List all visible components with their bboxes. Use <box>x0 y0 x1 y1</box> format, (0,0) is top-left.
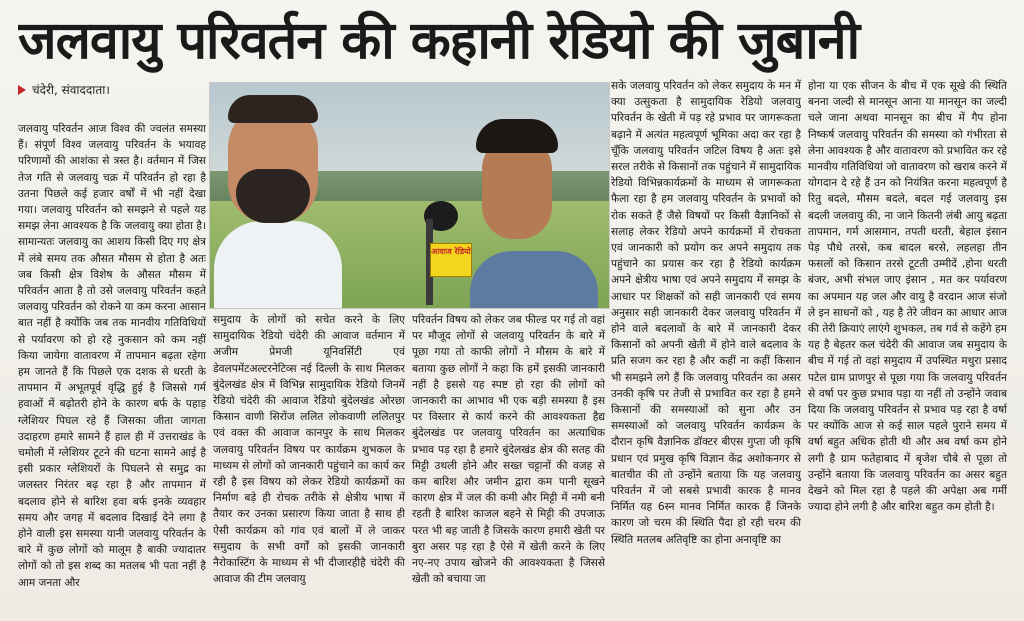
article-column-1 <box>18 121 206 611</box>
column-2-text: समुदाय के लोगों को सचेत करने के लिए सामुदायिक रेडियो चंदेरी की आवाज वर्तमान में अजीम प्रेमजी यूनिवर्सिटी एवं डेवलपमेंटअल्टरनेटिव्स नई दिल्ली के साथ मिलकर बुंदेलखंड क्षेत्र में विभिन्न सामुदायिक रेडियो जिनमें रेडियो चंदेरी की आवाज रेडियो बुंदेलखंड ओरछा किसान वाणी सिरोंज ललित लोकवाणी ललितपुर एवं वक्त की आवाज कानपुर के साथ मिलकर जलवायु परिवर्तन विषय पर कार्यक्रम शुभकल के माध्यम से लोगों को जानकारी पहुंचाने का कार्य कर रही है इस विषय को लेकर रेडियो कार्यक्रमों का निर्माण बड़े ही रोचक तरीके से क्षेत्रीय भाषा में तैयार कर उनका प्रसारण किया जाता है साथ ही ऐसी कार्यक्रम को गांव एवं बालों में ले जाकर समुदाय के सभी वर्गों को इसकी जानकारी नैरोकास्टिंग के माध्यम से भी दीजारहीहै चंदेरी की आवाज की टीम जलवायु <box>213 314 405 586</box>
article-column-2 <box>213 312 405 606</box>
article-column-3 <box>412 312 605 606</box>
article-byline <box>18 82 110 98</box>
article-column-5 <box>808 78 1007 606</box>
person-left-beard <box>236 169 310 223</box>
byline-text: चंदेरी, संवाददाता। <box>32 83 110 97</box>
article-photo <box>209 82 610 309</box>
person-left-hair <box>228 95 318 123</box>
person-right-body <box>470 251 598 309</box>
column-3-text: परिवर्तन विषय को लेकर जब फील्ड पर गई तो वहां पर मौजूद लोगों से जलवायु परिवर्तन के बारे में पूछा गया तो काफी लोगों ने मौसम के बारे में बताया कुछ लोगों ने कहा कि हमें इसकी जानकारी नहीं है इससे यह स्पष्ट हो रहा की लोगों को जानकारी का आभाव भी एक बड़ी समस्या है इस पर विस्तार से कार्य करने की आवश्यकता हैद्य बुंदेलखंड पर जलवायु परिवर्तन का अत्याधिक प्रभाव पड़ रहा है हमारे बुंदेलखंड क्षेत्र की सतह की मिट्टी उथली होने और सख्त चट्टानों की वजह से कम बारिश और जमीन द्वारा कम पानी सूखने कारण क्षेत्र में जल की कमी और मिट्टी में नमी बनी रहती है बारिश काजल बहने से मिट्टी की उपजाऊ परत भी बह जाती है जिसके कारण हमारी खेती पर बुरा असर पड़ रहा है ऐसे में खेती करने के लिए नए-नए उपाय खोजने की आवश्यकता है जिससे खेती को बचाया जा <box>412 314 605 586</box>
microphone-label: आवाज रेडियो <box>430 243 472 277</box>
article-headline: जलवायु परिवर्तन की कहानी रेडियो की जुबानी <box>18 11 860 71</box>
person-left-body <box>214 221 342 309</box>
column-5-text: होना या एक सीजन के बीच में एक सूखे की स्थिति बनना जल्दी से मानसून आना या मानसून का जल्दी चले जाना अथवा मानसून का बीच में गैप होना निष्कर्ष जलवायु परिवर्तन की समस्या को गंभीरता से लेना आवश्यक है और वातावरण को प्रभावित कर रहे मानवीय गतिविधियां जो वातावरण को खराब करने में योगदान दे रहे हैं उन को नियंत्रित करना महत्वपूर्ण है रितु बदले, मौसम बदले, बदल गई जलवायु इस बदली जलवायु की, ना जाने कितनी लंबी आयु बढ़ता तापमान, गर्म आसमान, तपती धरती, बेहाल इंसान पेड़ पौधे तरसे, कब बादल बरसे, लहलहा तीन फसलों को किसान तरसे टूटती उम्मीदें ,होना धरती बंजर, अभी संभल जाए इंसान , मत कर पर्यावरण का अपमान यह जल और वायु है वरदान आज संजो ले इन साधनों को , यह है तेरे जीवन का आधार आज की तेरी क्रियाएं लाएंगे शुभकल, तब गर्व से कहेंगे हम यह है बेहतर कल चंदेरी की आवाज जब समुदाय के बीच में गई तो वहां समुदाय में उपस्थित मथुरा प्रसाद पटेल ग्राम प्राणपुर से पूछा गया कि जलवायु परिवर्तन से वर्षा पर कुछ प्रभाव पड़ा या नहीं तो उन्होंने जवाब दिया कि जलवायु परिवर्तन से प्रभाव पड़ रहा है वर्षा पर क्योंकि आज से कई साल पहले पुराने समय में वर्षा बहुत अधिक होती थी और अब वर्षा कम होने लगी है ग्राम फतेहाबाद में बृजेश चौबे से पूछा तो उन्होंने बताया कि जलवायु परिवर्तन का असर बहुत देखने को मिल रहा है पहले की अपेक्षा अब गर्मी ज्यादा होने लगी है और बारिश बहुत कम होती है। <box>808 80 1007 514</box>
byline-marker-icon <box>18 85 26 95</box>
article-column-4 <box>611 78 801 606</box>
person-right-hair <box>476 119 558 153</box>
column-4-text: सके जलवायु परिवर्तन को लेकर समुदाय के मन में क्या उत्सुकता है सामुदायिक रेडियो जलवायु परिवर्तन के खेती में पड़ रहे प्रभाव पर जागरूकता बढ़ाने में अत्यंत महत्वपूर्ण भूमिका अदा कर रहा है चूँकि जलवायु परिवर्तन जटिल विषय है अतः इसे सरल तरीके से किसानों तक पहुंचाने में सामुदायिक रेडियो विभिन्नकार्यक्रमों के माध्यम से जागरूकता फैला रहा है हम जलवायु परिवर्तन के प्रभावों को रोक सकते हैं जैसे विषयों पर किसी वैज्ञानिकों से सलाह लेकर रेडियो अपने कार्यक्रमों में रोचकता एवं जानकारी को प्रयोग कर अपने समुदाय तक पहुंचाने का प्रयास कर रहा है रेडियो कार्यक्रम अपने क्षेत्रीय भाषा एवं अपने समुदाय में समझ के आधार पर शिक्षकों को सही जानकारी एवं समय अनुसार सही जानकारी देकर जलवायु परिवर्तन में होने वाले बदलावों के बारे में जानकारी देकर किसानों को अपनी खेती में होने वाले बदलाव के प्रति सजग कर रहा है और कहीं ना कहीं किसान भी समझने लगे हैं कि जलवायु परिवर्तन का असर उनकी कृषि पर तेजी से प्रभावित कर रहा है हमने किसानों की समस्याओं को सुना और उन समस्याओं को जलवायु परिवर्तन कार्यक्रम के दौरान कृषि वैज्ञानिक डॉक्टर बीएस गुप्ता जी कृषि प्रधान एवं प्रमुख कृषि विज्ञान केंद्र अशोकनगर से बातचीत की तो उन्होंने बताया कि यह जलवायु परिवर्तन में जो सबसे प्रभावी कारक है मानव निर्मित यह 6स्न मानव निर्मित कारक हैं जिनके कारण जो चरम की स्थिति पैदा हो रही चरम की स्थिति मतलब अतिवृष्टि का होना अनावृष्टि का <box>611 80 801 546</box>
column-1-text: जलवायु परिवर्तन आज विश्व की ज्वलंत समस्या हैं। संपूर्ण विश्व जलवायु परिवर्तन के भयावह परिणामों की आशंका से त्रस्त है। वर्तमान में जिस तेज गति से जलवायु चक्र में परिवर्तन हो रहा है उतना पिछले कई हजार वर्षों में भी नहीं देखा गया। जलवायु परिवर्तन को समझने से पहले यह समझ लेना आवश्यक है कि जलवायु क्या होता है। सामान्यतः जलवायु का आशय किसी दिए गए क्षेत्र में लंबे समय तक औसत मौसम से होता है अतः जब किसी क्षेत्र विशेष के औसत मौसम में परिवर्तन आता है तो उसे जलवायु परिवर्तन कहते जलवायु परिवर्तन को रोकने या कम करना आसान बात नहीं है क्योंकि जब तक मानवीय गतिविधियों से पर्यावरण को हो रहे नुकसान को कम नहीं किया जायेगा वातावरण में तापमान बढ़ता रहेगा हम जानते हैं कि पिछले एक दशक से धरती के तापमान में अभूतपूर्व वृद्धि हुई है जिससे गर्म हवाओं में बढ़ोतरी होने के कारण बर्फ के पहाड़ ग्लेशियर पिघल रहे हैं जिसका जीता जागता उदाहरण हमारे सामने हैं हाल ही में उत्तराखंड के चमोली में ग्लेशियर टूटने की घटना सामने आई है इसी प्रकार ग्लेशियरों के पिघलने से समुद्र का जलस्तर निरंतर बढ़ रहा है और तापमान में बदलाव होने से बारिश हवा बर्फ इनके व्यवहार समय और जगह में बदलाव दिखाई देने लगा है होने वाली इस समस्या यानी जलवायु परिवर्तन के बारे में कुछ लोगों को मालूम है बाकी ज्यादातर लोगों को तो इस शब्द का मतलब भी पता नहीं है आम जनता और <box>18 123 206 589</box>
